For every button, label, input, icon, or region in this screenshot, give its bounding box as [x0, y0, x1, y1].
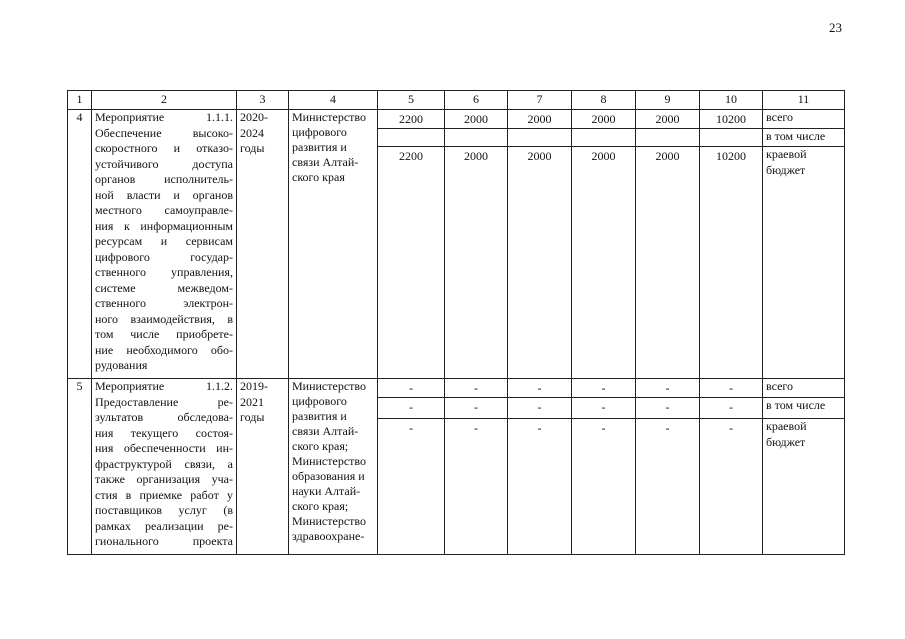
amount-cell: -	[700, 379, 763, 398]
amount-cell: 2000	[445, 110, 508, 129]
amount-cell: 2000	[636, 110, 700, 129]
program-table	[67, 90, 845, 555]
activity-description: Мероприятие 1.1.2. Предоставление ре- зультатов обследова- ния текущего состоя- ния обеспеченности ин- фраструктурой связи, а также организация уча- стия в приемке работ у поставщиков услуг (в рамках реализации ре- гионального проекта	[92, 379, 237, 555]
funding-source: краевой бюджет	[763, 147, 845, 379]
amount-cell: 2000	[636, 147, 700, 379]
amount-cell: 2000	[508, 147, 572, 379]
table-row	[68, 110, 845, 129]
amount-cell: -	[445, 398, 508, 419]
table-row	[68, 379, 845, 398]
amount-cell: -	[508, 398, 572, 419]
amount-cell: 2000	[445, 147, 508, 379]
column-header: 9	[636, 91, 700, 110]
funding-source: всего	[763, 379, 845, 398]
funding-source: краевой бюджет	[763, 419, 845, 555]
amount-cell: 2000	[508, 110, 572, 129]
amount-cell: -	[636, 379, 700, 398]
amount-cell	[636, 129, 700, 147]
row-number: 4	[68, 110, 92, 379]
funding-source: всего	[763, 110, 845, 129]
column-header: 5	[378, 91, 445, 110]
column-header: 4	[289, 91, 378, 110]
amount-cell: 10200	[700, 110, 763, 129]
amount-cell: -	[508, 379, 572, 398]
funding-source: в том числе	[763, 398, 845, 419]
amount-cell: -	[378, 398, 445, 419]
amount-cell: -	[572, 379, 636, 398]
column-header: 8	[572, 91, 636, 110]
amount-cell: -	[378, 419, 445, 555]
amount-cell: -	[508, 419, 572, 555]
amount-cell	[700, 129, 763, 147]
row-number: 5	[68, 379, 92, 555]
period-cell: 2019- 2021 годы	[237, 379, 289, 555]
column-header: 6	[445, 91, 508, 110]
amount-cell	[508, 129, 572, 147]
column-header: 1	[68, 91, 92, 110]
responsible-ministry: Министерство цифрового развития и связи Алтай- ского края	[289, 110, 378, 379]
column-number-row	[68, 91, 845, 110]
column-header: 2	[92, 91, 237, 110]
funding-source: в том числе	[763, 129, 845, 147]
period-cell: 2020- 2024 годы	[237, 110, 289, 379]
column-header: 11	[763, 91, 845, 110]
amount-cell: 2200	[378, 147, 445, 379]
amount-cell: -	[700, 419, 763, 555]
amount-cell	[378, 129, 445, 147]
amount-cell: 2200	[378, 110, 445, 129]
amount-cell	[445, 129, 508, 147]
amount-cell: -	[572, 398, 636, 419]
amount-cell: 10200	[700, 147, 763, 379]
amount-cell: -	[445, 419, 508, 555]
page-number: 23	[829, 20, 842, 35]
column-header: 7	[508, 91, 572, 110]
amount-cell: -	[700, 398, 763, 419]
amount-cell: -	[636, 419, 700, 555]
amount-cell: -	[378, 379, 445, 398]
responsible-ministry: Министерство цифрового развития и связи Алтай- ского края; Министерство образования и науки Алтай- ского края; Министерство здравоохране-	[289, 379, 378, 555]
amount-cell: -	[636, 398, 700, 419]
amount-cell: -	[445, 379, 508, 398]
column-header: 3	[237, 91, 289, 110]
amount-cell	[572, 129, 636, 147]
activity-description: Мероприятие 1.1.1. Обеспечение высоко- скоростного и отказо- устойчивого доступа органов исполнитель- ной власти и органов местного самоуправле- ния к информационным ресурсам и сервисам цифрового государ- ственного управления, системе межведом- ственного электрон- ного взаимодействия, в том числе приобрете- ние необходимого обо- рудования	[92, 110, 237, 379]
amount-cell: 2000	[572, 147, 636, 379]
amount-cell: 2000	[572, 110, 636, 129]
column-header: 10	[700, 91, 763, 110]
amount-cell: -	[572, 419, 636, 555]
